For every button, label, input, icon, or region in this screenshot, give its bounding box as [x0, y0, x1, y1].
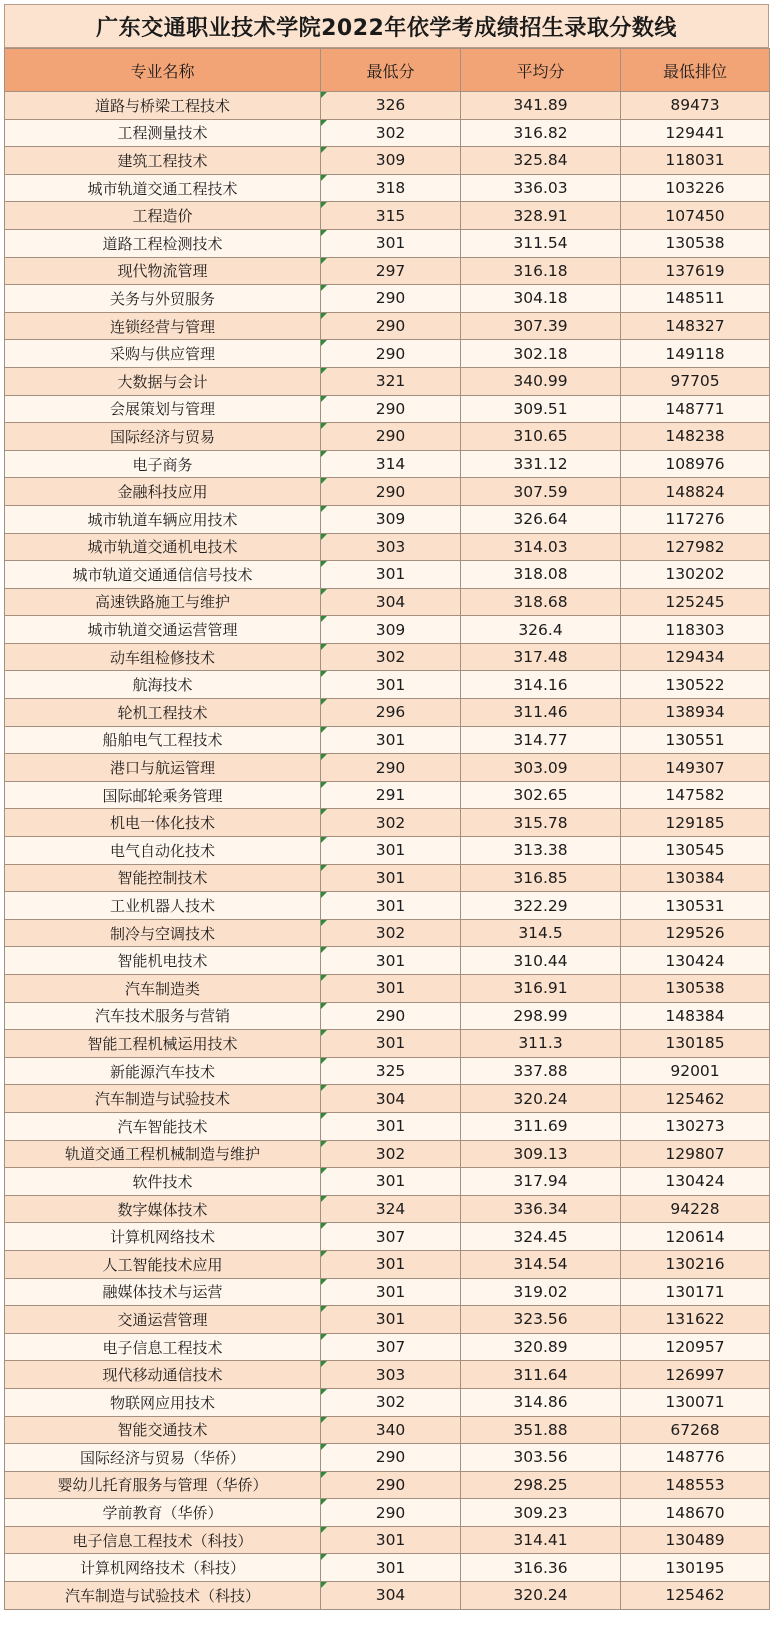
min-rank-cell: 127982: [621, 533, 770, 561]
table-row: [5, 423, 770, 451]
min-score-cell: 290: [321, 285, 461, 313]
major-name-cell: 汽车制造与试验技术（科技）: [5, 1582, 321, 1610]
table-row: [5, 257, 770, 285]
avg-score-cell: 341.89: [461, 92, 621, 120]
table-row: [5, 1278, 770, 1306]
avg-score-cell: 313.38: [461, 837, 621, 865]
min-rank-cell: 107450: [621, 202, 770, 230]
min-score-cell: 290: [321, 423, 461, 451]
avg-score-cell: 309.23: [461, 1499, 621, 1527]
avg-score-cell: 325.84: [461, 147, 621, 175]
major-name-cell: 城市轨道车辆应用技术: [5, 505, 321, 533]
table-row: [5, 1499, 770, 1527]
header-major: 专业名称: [5, 49, 321, 92]
avg-score-cell: 319.02: [461, 1278, 621, 1306]
avg-score-cell: 336.03: [461, 174, 621, 202]
major-name-cell: 现代移动通信技术: [5, 1361, 321, 1389]
major-name-cell: 港口与航运管理: [5, 754, 321, 782]
min-score-cell: 301: [321, 1250, 461, 1278]
major-name-cell: 动车组检修技术: [5, 643, 321, 671]
major-name-cell: 数字媒体技术: [5, 1195, 321, 1223]
min-rank-cell: 118031: [621, 147, 770, 175]
avg-score-cell: 322.29: [461, 892, 621, 920]
major-name-cell: 现代物流管理: [5, 257, 321, 285]
min-score-cell: 321: [321, 367, 461, 395]
table-row: [5, 340, 770, 368]
table-row: [5, 754, 770, 782]
min-score-cell: 303: [321, 533, 461, 561]
table-row: [5, 588, 770, 616]
avg-score-cell: 336.34: [461, 1195, 621, 1223]
min-rank-cell: 148511: [621, 285, 770, 313]
major-name-cell: 工程造价: [5, 202, 321, 230]
min-score-cell: 302: [321, 1388, 461, 1416]
major-name-cell: 会展策划与管理: [5, 395, 321, 423]
avg-score-cell: 326.4: [461, 616, 621, 644]
min-score-cell: 301: [321, 1526, 461, 1554]
major-name-cell: 道路工程检测技术: [5, 229, 321, 257]
table-row: [5, 1333, 770, 1361]
min-score-cell: 301: [321, 561, 461, 589]
table-row: [5, 864, 770, 892]
table-row: [5, 312, 770, 340]
major-name-cell: 高速铁路施工与维护: [5, 588, 321, 616]
major-name-cell: 制冷与空调技术: [5, 919, 321, 947]
major-name-cell: 电子商务: [5, 450, 321, 478]
table-row: [5, 1002, 770, 1030]
avg-score-cell: 314.03: [461, 533, 621, 561]
min-score-cell: 309: [321, 616, 461, 644]
avg-score-cell: 340.99: [461, 367, 621, 395]
table-row: [5, 781, 770, 809]
min-rank-cell: 129526: [621, 919, 770, 947]
table-row: [5, 1112, 770, 1140]
min-score-cell: 307: [321, 1223, 461, 1251]
table-row: [5, 395, 770, 423]
min-score-cell: 324: [321, 1195, 461, 1223]
min-score-cell: 301: [321, 1278, 461, 1306]
min-score-cell: 301: [321, 1554, 461, 1582]
min-score-cell: 291: [321, 781, 461, 809]
avg-score-cell: 307.39: [461, 312, 621, 340]
min-score-cell: 304: [321, 1582, 461, 1610]
major-name-cell: 人工智能技术应用: [5, 1250, 321, 1278]
avg-score-cell: 318.08: [461, 561, 621, 589]
avg-score-cell: 316.18: [461, 257, 621, 285]
header-min-rank: 最低排位: [621, 49, 770, 92]
min-score-cell: 301: [321, 1030, 461, 1058]
min-rank-cell: 130384: [621, 864, 770, 892]
min-rank-cell: 149307: [621, 754, 770, 782]
min-score-cell: 302: [321, 119, 461, 147]
table-row: [5, 1526, 770, 1554]
min-score-cell: 303: [321, 1361, 461, 1389]
table-row: [5, 229, 770, 257]
major-name-cell: 轮机工程技术: [5, 699, 321, 727]
min-rank-cell: 148327: [621, 312, 770, 340]
table-row: [5, 450, 770, 478]
avg-score-cell: 316.91: [461, 975, 621, 1003]
min-score-cell: 290: [321, 478, 461, 506]
table-row: [5, 726, 770, 754]
table-row: [5, 1057, 770, 1085]
table-row: [5, 1306, 770, 1334]
min-score-cell: 301: [321, 1168, 461, 1196]
min-rank-cell: 130071: [621, 1388, 770, 1416]
min-rank-cell: 118303: [621, 616, 770, 644]
major-name-cell: 电子信息工程技术（科技）: [5, 1526, 321, 1554]
major-name-cell: 连锁经营与管理: [5, 312, 321, 340]
avg-score-cell: 298.25: [461, 1471, 621, 1499]
major-name-cell: 智能交通技术: [5, 1416, 321, 1444]
avg-score-cell: 314.86: [461, 1388, 621, 1416]
major-name-cell: 金融科技应用: [5, 478, 321, 506]
major-name-cell: 汽车制造类: [5, 975, 321, 1003]
min-rank-cell: 130171: [621, 1278, 770, 1306]
table-row: [5, 699, 770, 727]
avg-score-cell: 311.64: [461, 1361, 621, 1389]
table-row: [5, 947, 770, 975]
min-score-cell: 301: [321, 1112, 461, 1140]
avg-score-cell: 337.88: [461, 1057, 621, 1085]
avg-score-cell: 317.48: [461, 643, 621, 671]
min-rank-cell: 126997: [621, 1361, 770, 1389]
avg-score-cell: 326.64: [461, 505, 621, 533]
major-name-cell: 智能机电技术: [5, 947, 321, 975]
avg-score-cell: 317.94: [461, 1168, 621, 1196]
avg-score-cell: 309.13: [461, 1140, 621, 1168]
major-name-cell: 智能工程机械运用技术: [5, 1030, 321, 1058]
major-name-cell: 汽车智能技术: [5, 1112, 321, 1140]
min-rank-cell: 130195: [621, 1554, 770, 1582]
avg-score-cell: 303.09: [461, 754, 621, 782]
min-score-cell: 301: [321, 975, 461, 1003]
avg-score-cell: 331.12: [461, 450, 621, 478]
table-row: [5, 1085, 770, 1113]
min-score-cell: 296: [321, 699, 461, 727]
avg-score-cell: 324.45: [461, 1223, 621, 1251]
min-score-cell: 301: [321, 726, 461, 754]
min-score-cell: 290: [321, 340, 461, 368]
min-rank-cell: 89473: [621, 92, 770, 120]
min-rank-cell: 149118: [621, 340, 770, 368]
avg-score-cell: 302.65: [461, 781, 621, 809]
min-rank-cell: 129807: [621, 1140, 770, 1168]
avg-score-cell: 320.89: [461, 1333, 621, 1361]
major-name-cell: 融媒体技术与运营: [5, 1278, 321, 1306]
table-row: [5, 202, 770, 230]
avg-score-cell: 311.54: [461, 229, 621, 257]
table-row: [5, 285, 770, 313]
min-rank-cell: 108976: [621, 450, 770, 478]
major-name-cell: 工业机器人技术: [5, 892, 321, 920]
min-rank-cell: 129441: [621, 119, 770, 147]
admission-score-table: [4, 48, 770, 1610]
min-rank-cell: 148553: [621, 1471, 770, 1499]
table-row: [5, 1140, 770, 1168]
table-row: [5, 1554, 770, 1582]
avg-score-cell: 309.51: [461, 395, 621, 423]
major-name-cell: 国际经济与贸易（华侨）: [5, 1444, 321, 1472]
min-rank-cell: 125462: [621, 1582, 770, 1610]
table-row: [5, 643, 770, 671]
table-row: [5, 1223, 770, 1251]
table-row: [5, 1195, 770, 1223]
min-score-cell: 318: [321, 174, 461, 202]
avg-score-cell: 316.82: [461, 119, 621, 147]
table-row: [5, 892, 770, 920]
min-rank-cell: 130538: [621, 975, 770, 1003]
table-row: [5, 1030, 770, 1058]
min-score-cell: 302: [321, 1140, 461, 1168]
min-rank-cell: 130489: [621, 1526, 770, 1554]
min-rank-cell: 67268: [621, 1416, 770, 1444]
major-name-cell: 道路与桥梁工程技术: [5, 92, 321, 120]
major-name-cell: 国际经济与贸易: [5, 423, 321, 451]
min-rank-cell: 137619: [621, 257, 770, 285]
min-score-cell: 290: [321, 754, 461, 782]
min-rank-cell: 120957: [621, 1333, 770, 1361]
avg-score-cell: 307.59: [461, 478, 621, 506]
min-rank-cell: 130185: [621, 1030, 770, 1058]
major-name-cell: 汽车技术服务与营销: [5, 1002, 321, 1030]
min-rank-cell: 147582: [621, 781, 770, 809]
min-score-cell: 301: [321, 864, 461, 892]
min-score-cell: 309: [321, 147, 461, 175]
min-rank-cell: 129434: [621, 643, 770, 671]
min-score-cell: 290: [321, 1444, 461, 1472]
table-row: [5, 1471, 770, 1499]
major-name-cell: 船舶电气工程技术: [5, 726, 321, 754]
major-name-cell: 学前教育（华侨）: [5, 1499, 321, 1527]
avg-score-cell: 314.16: [461, 671, 621, 699]
major-name-cell: 采购与供应管理: [5, 340, 321, 368]
min-score-cell: 340: [321, 1416, 461, 1444]
major-name-cell: 国际邮轮乘务管理: [5, 781, 321, 809]
major-name-cell: 轨道交通工程机械制造与维护: [5, 1140, 321, 1168]
min-rank-cell: 148824: [621, 478, 770, 506]
avg-score-cell: 351.88: [461, 1416, 621, 1444]
major-name-cell: 城市轨道交通工程技术: [5, 174, 321, 202]
min-rank-cell: 130202: [621, 561, 770, 589]
table-row: [5, 119, 770, 147]
table-row: [5, 1388, 770, 1416]
major-name-cell: 城市轨道交通通信信号技术: [5, 561, 321, 589]
major-name-cell: 计算机网络技术（科技）: [5, 1554, 321, 1582]
avg-score-cell: 311.46: [461, 699, 621, 727]
major-name-cell: 关务与外贸服务: [5, 285, 321, 313]
major-name-cell: 软件技术: [5, 1168, 321, 1196]
table-row: [5, 147, 770, 175]
major-name-cell: 航海技术: [5, 671, 321, 699]
header-min-score: 最低分: [321, 49, 461, 92]
table-row: [5, 1444, 770, 1472]
avg-score-cell: 323.56: [461, 1306, 621, 1334]
avg-score-cell: 311.69: [461, 1112, 621, 1140]
table-row: [5, 1168, 770, 1196]
major-name-cell: 计算机网络技术: [5, 1223, 321, 1251]
min-score-cell: 325: [321, 1057, 461, 1085]
major-name-cell: 电子信息工程技术: [5, 1333, 321, 1361]
avg-score-cell: 298.99: [461, 1002, 621, 1030]
avg-score-cell: 316.85: [461, 864, 621, 892]
major-name-cell: 物联网应用技术: [5, 1388, 321, 1416]
min-rank-cell: 148771: [621, 395, 770, 423]
min-rank-cell: 148670: [621, 1499, 770, 1527]
table-row: [5, 975, 770, 1003]
min-rank-cell: 130551: [621, 726, 770, 754]
min-rank-cell: 130545: [621, 837, 770, 865]
min-rank-cell: 130216: [621, 1250, 770, 1278]
min-score-cell: 290: [321, 1499, 461, 1527]
min-rank-cell: 97705: [621, 367, 770, 395]
min-rank-cell: 94228: [621, 1195, 770, 1223]
major-name-cell: 汽车制造与试验技术: [5, 1085, 321, 1113]
min-score-cell: 302: [321, 809, 461, 837]
major-name-cell: 工程测量技术: [5, 119, 321, 147]
avg-score-cell: 314.41: [461, 1526, 621, 1554]
min-score-cell: 326: [321, 92, 461, 120]
min-rank-cell: 131622: [621, 1306, 770, 1334]
min-rank-cell: 138934: [621, 699, 770, 727]
avg-score-cell: 310.65: [461, 423, 621, 451]
table-row: [5, 367, 770, 395]
major-name-cell: 城市轨道交通机电技术: [5, 533, 321, 561]
min-score-cell: 301: [321, 837, 461, 865]
min-rank-cell: 130424: [621, 947, 770, 975]
table-row: [5, 561, 770, 589]
min-rank-cell: 103226: [621, 174, 770, 202]
min-score-cell: 301: [321, 892, 461, 920]
table-header-row: [5, 49, 770, 92]
min-score-cell: 290: [321, 312, 461, 340]
table-row: [5, 1416, 770, 1444]
min-score-cell: 297: [321, 257, 461, 285]
avg-score-cell: 320.24: [461, 1085, 621, 1113]
major-name-cell: 婴幼儿托育服务与管理（华侨）: [5, 1471, 321, 1499]
min-rank-cell: 130522: [621, 671, 770, 699]
min-score-cell: 290: [321, 1002, 461, 1030]
major-name-cell: 城市轨道交通运营管理: [5, 616, 321, 644]
min-rank-cell: 129185: [621, 809, 770, 837]
avg-score-cell: 328.91: [461, 202, 621, 230]
table-row: [5, 1361, 770, 1389]
min-score-cell: 304: [321, 588, 461, 616]
avg-score-cell: 320.24: [461, 1582, 621, 1610]
avg-score-cell: 314.5: [461, 919, 621, 947]
table-row: [5, 1582, 770, 1610]
major-name-cell: 新能源汽车技术: [5, 1057, 321, 1085]
min-rank-cell: 125462: [621, 1085, 770, 1113]
avg-score-cell: 315.78: [461, 809, 621, 837]
avg-score-cell: 303.56: [461, 1444, 621, 1472]
header-avg-score: 平均分: [461, 49, 621, 92]
major-name-cell: 大数据与会计: [5, 367, 321, 395]
min-score-cell: 309: [321, 505, 461, 533]
major-name-cell: 智能控制技术: [5, 864, 321, 892]
min-score-cell: 314: [321, 450, 461, 478]
min-score-cell: 301: [321, 229, 461, 257]
min-rank-cell: 92001: [621, 1057, 770, 1085]
min-rank-cell: 130273: [621, 1112, 770, 1140]
avg-score-cell: 310.44: [461, 947, 621, 975]
min-rank-cell: 130531: [621, 892, 770, 920]
table-row: [5, 505, 770, 533]
table-row: [5, 478, 770, 506]
avg-score-cell: 316.36: [461, 1554, 621, 1582]
min-score-cell: 302: [321, 643, 461, 671]
table-row: [5, 1250, 770, 1278]
table-row: [5, 92, 770, 120]
table-row: [5, 616, 770, 644]
table-row: [5, 837, 770, 865]
min-score-cell: 301: [321, 671, 461, 699]
min-score-cell: 302: [321, 919, 461, 947]
table-row: [5, 671, 770, 699]
avg-score-cell: 318.68: [461, 588, 621, 616]
min-score-cell: 290: [321, 1471, 461, 1499]
table-row: [5, 174, 770, 202]
major-name-cell: 电气自动化技术: [5, 837, 321, 865]
avg-score-cell: 302.18: [461, 340, 621, 368]
min-score-cell: 290: [321, 395, 461, 423]
avg-score-cell: 304.18: [461, 285, 621, 313]
table-row: [5, 809, 770, 837]
min-rank-cell: 130424: [621, 1168, 770, 1196]
table-row: [5, 533, 770, 561]
min-score-cell: 304: [321, 1085, 461, 1113]
min-rank-cell: 117276: [621, 505, 770, 533]
min-rank-cell: 120614: [621, 1223, 770, 1251]
avg-score-cell: 314.54: [461, 1250, 621, 1278]
min-rank-cell: 148384: [621, 1002, 770, 1030]
min-rank-cell: 130538: [621, 229, 770, 257]
min-score-cell: 307: [321, 1333, 461, 1361]
min-rank-cell: 148238: [621, 423, 770, 451]
table-row: [5, 919, 770, 947]
avg-score-cell: 314.77: [461, 726, 621, 754]
major-name-cell: 机电一体化技术: [5, 809, 321, 837]
min-score-cell: 301: [321, 1306, 461, 1334]
avg-score-cell: 311.3: [461, 1030, 621, 1058]
min-score-cell: 315: [321, 202, 461, 230]
major-name-cell: 建筑工程技术: [5, 147, 321, 175]
min-rank-cell: 125245: [621, 588, 770, 616]
min-rank-cell: 148776: [621, 1444, 770, 1472]
table-body: [5, 92, 770, 1610]
min-score-cell: 301: [321, 947, 461, 975]
major-name-cell: 交通运营管理: [5, 1306, 321, 1334]
page-title: 广东交通职业技术学院2022年依学考成绩招生录取分数线: [4, 4, 769, 48]
